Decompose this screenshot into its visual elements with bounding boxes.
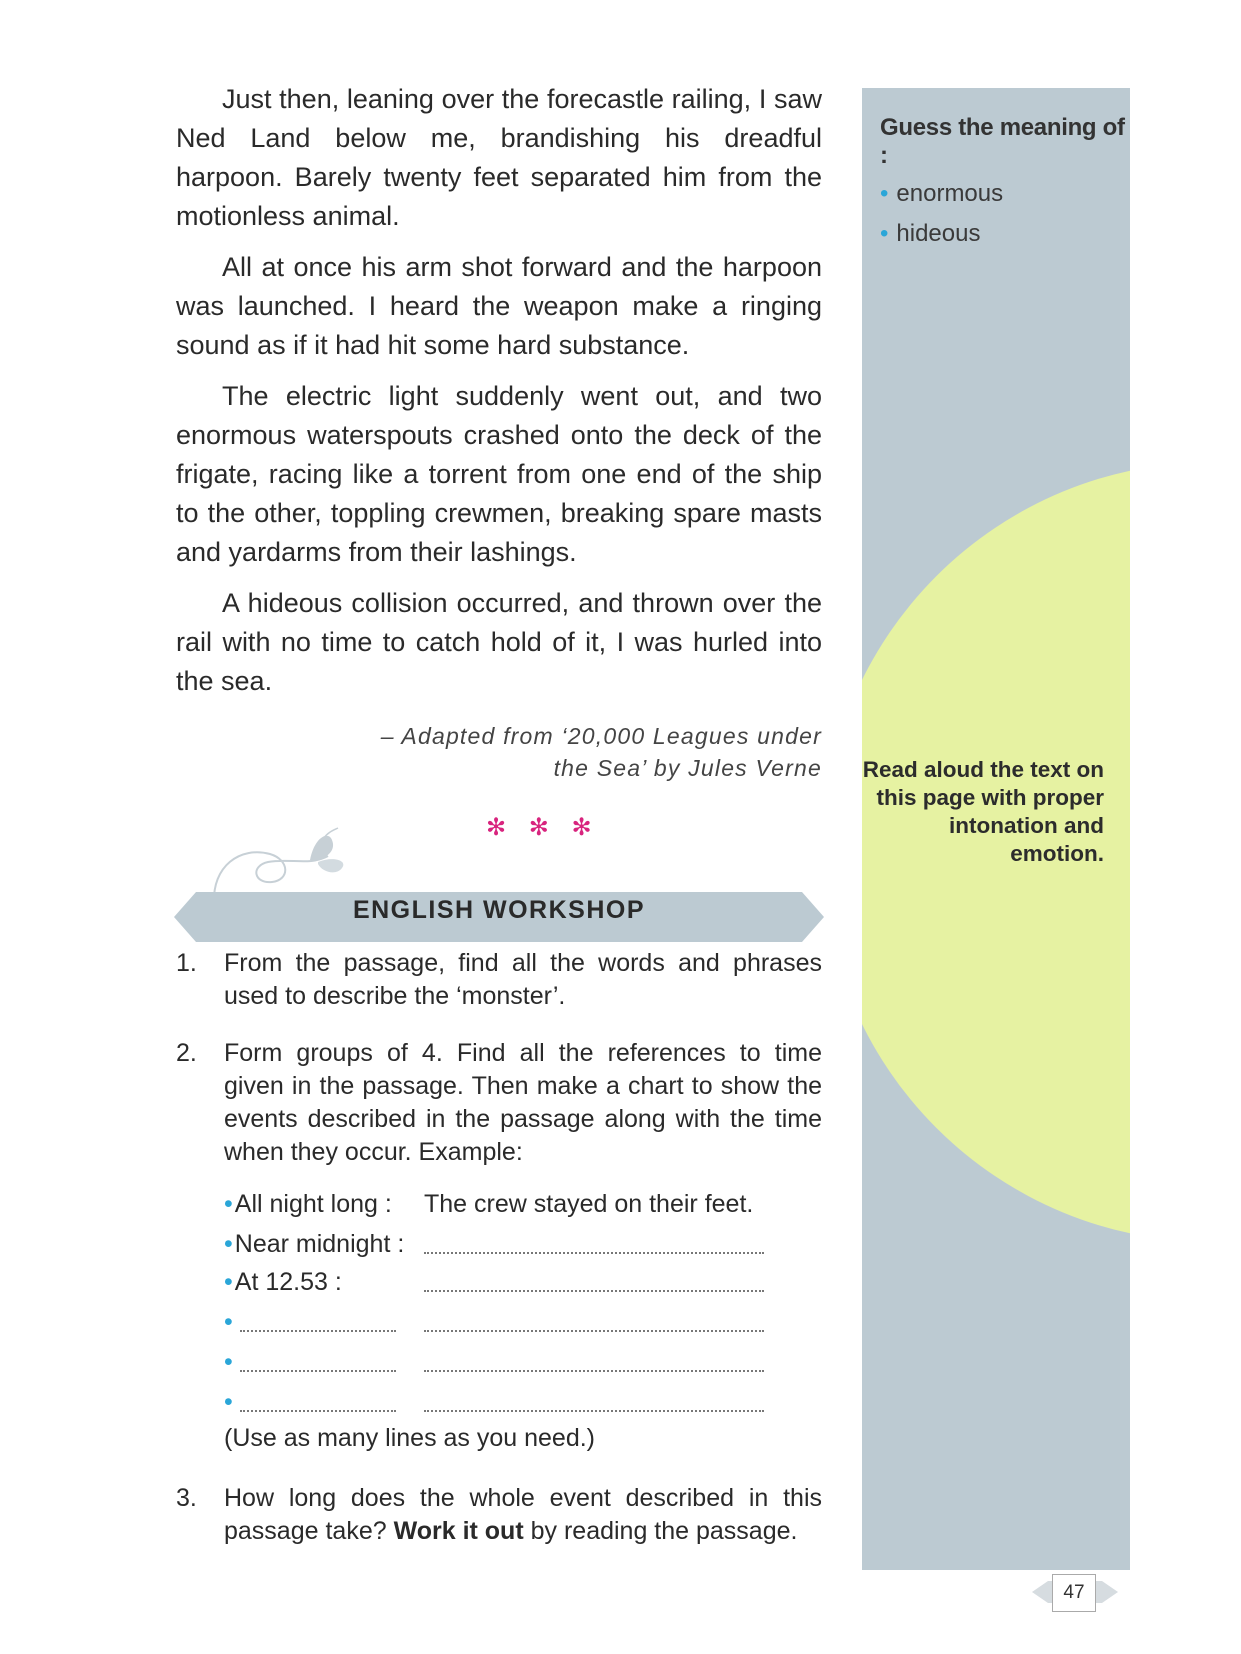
question-text: From the passage, find all the words and phrases used to describe the ‘monster’. — [224, 949, 822, 1010]
bullet-icon: • — [224, 1308, 233, 1336]
answer-line[interactable] — [424, 1290, 764, 1292]
answer-line[interactable] — [424, 1252, 764, 1254]
question-number: 3. — [176, 1484, 197, 1512]
question-3 — [176, 1482, 822, 1548]
question-1 — [176, 947, 822, 1013]
guess-meaning-title: Guess the meaning of : — [880, 114, 1125, 169]
answer-line[interactable] — [424, 1370, 764, 1372]
answer-line[interactable] — [424, 1330, 764, 1332]
bullet-icon: • — [880, 220, 889, 247]
question-number: 1. — [176, 949, 197, 977]
question-text: Form groups of 4. Find all the references to time given in the passage. Then make a chart to show the events described in the passage along with the time when they occur. Example: — [224, 1039, 822, 1166]
question-2 — [176, 1037, 822, 1169]
workshop-banner — [174, 888, 824, 940]
attribution: – Adapted from ‘20,000 Leagues under the Sea’ by Jules Verne — [380, 723, 822, 781]
guess-meaning-box — [880, 114, 1130, 260]
bullet-icon: • — [224, 1388, 233, 1416]
workshop-heading: ENGLISH WORKSHOP — [352, 896, 646, 924]
passage-paragraph: The electric light suddenly went out, and two enormous waterspouts crashed onto the deck of the frigate, racing like a torrent from one end of the ship to the other, toppling crewmen, breaking spare masts and yardarms from their lashings. — [176, 381, 822, 567]
guess-word-list — [880, 180, 1130, 248]
example-value: The crew stayed on their feet. — [424, 1190, 754, 1218]
use-lines-note: (Use as many lines as you need.) — [224, 1424, 596, 1452]
answer-line[interactable] — [240, 1370, 396, 1372]
read-aloud-note: Read aloud the text on this page with proper intonation and emotion. — [862, 757, 1104, 866]
answer-line[interactable] — [240, 1330, 396, 1332]
bullet-icon: • — [224, 1230, 233, 1258]
example-row: •Near midnight : — [224, 1230, 405, 1258]
blank-row — [224, 1346, 235, 1379]
sidebar — [862, 88, 1130, 1570]
passage-paragraph: A hideous collision occurred, and thrown over the rail with no time to catch hold of it, I was hurled into the sea. — [176, 588, 822, 696]
passage-paragraph: Just then, leaning over the forecastle railing, I saw Ned Land below me, brandishing his dreadful harpoon. Barely twenty feet separated him from the motionless animal. — [176, 84, 822, 231]
example-row: •All night long : — [224, 1190, 392, 1218]
bullet-icon: • — [224, 1190, 233, 1218]
section-separator: ✻ ✻ ✻ — [486, 814, 600, 841]
passage — [176, 80, 822, 713]
guess-word-item: • enormous — [880, 180, 1004, 207]
question-number: 2. — [176, 1039, 197, 1067]
passage-paragraph: All at once his arm shot forward and the harpoon was launched. I heard the weapon make a ringing sound as if it had hit some hard substance. — [176, 252, 822, 360]
blank-row — [224, 1306, 235, 1339]
answer-line[interactable] — [240, 1410, 396, 1412]
question-text: How long does the whole event described in this passage take? Work it out by reading the passage. — [224, 1484, 822, 1545]
example-row: •At 12.53 : — [224, 1268, 342, 1296]
bullet-icon: • — [880, 180, 889, 207]
page-number: 47 — [1052, 1574, 1096, 1612]
bullet-icon: • — [224, 1348, 233, 1376]
answer-line[interactable] — [424, 1410, 764, 1412]
guess-word-item: • hideous — [880, 220, 981, 247]
bullet-icon: • — [224, 1268, 233, 1296]
blank-row — [224, 1386, 235, 1419]
